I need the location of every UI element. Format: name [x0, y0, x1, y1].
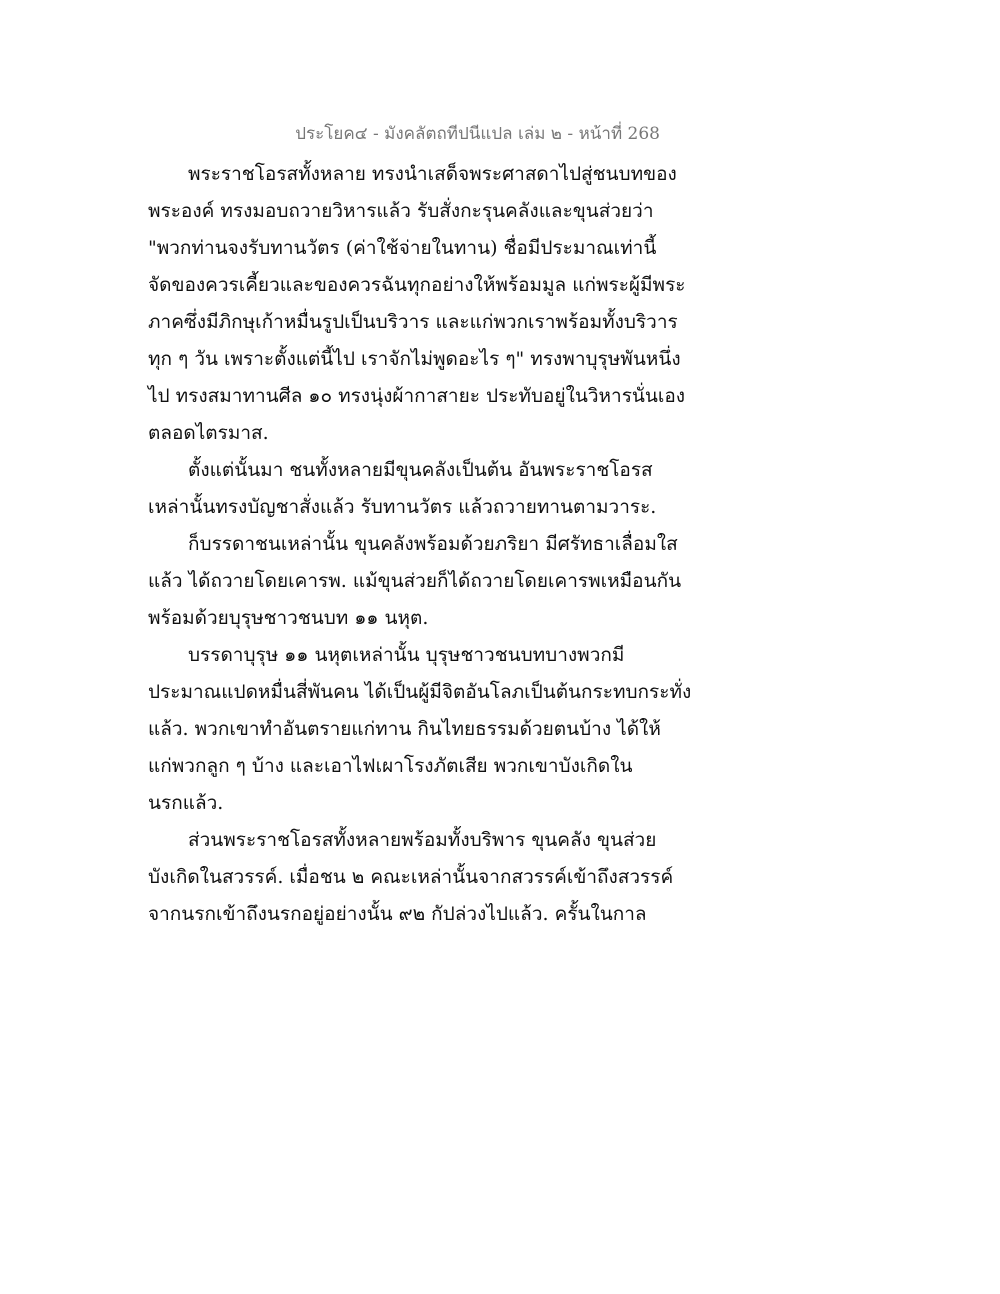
text-line: นรกแล้ว.	[148, 792, 224, 814]
paragraph-3	[148, 526, 748, 637]
text-line: ตลอดไตรมาส.	[148, 422, 269, 444]
text-line: จากนรกเข้าถึงนรกอยู่อย่างนั้น ๙๒ กัปล่วงไปแล้ว. ครั้นในกาล	[148, 903, 647, 925]
text-line: ส่วนพระราชโอรสทั้งหลายพร้อมทั้งบริพาร ขุนคลัง ขุนส่วย	[188, 829, 657, 851]
text-line: ไป ทรงสมาทานศีล ๑๐ ทรงนุ่งผ้ากาสายะ ประทับอยู่ในวิหารนั่นเอง	[148, 385, 686, 407]
paragraph-1	[148, 156, 748, 452]
text-line: เหล่านั้นทรงบัญชาสั่งแล้ว รับทานวัตร แล้วถวายทานตามวาระ.	[148, 496, 657, 518]
text-line: ภาคซึ่งมีภิกษุเก้าหมื่นรูปเป็นบริวาร และแก่พวกเราพร้อมทั้งบริวาร	[148, 311, 678, 333]
text-line: ตั้งแต่นั้นมา ชนทั้งหลายมีขุนคลังเป็นต้น อันพระราชโอรส	[188, 459, 653, 481]
text-line: ประมาณแปดหมื่นสี่พันคน ได้เป็นผู้มีจิตอันโลภเป็นต้นกระทบกระทั่ง	[148, 681, 692, 703]
text-line: บังเกิดในสวรรค์. เมื่อชน ๒ คณะเหล่านั้นจากสวรรค์เข้าถึงสวรรค์	[148, 866, 674, 888]
paragraph-4	[148, 637, 748, 822]
text-line: ทุก ๆ วัน เพราะตั้งแต่นี้ไป เราจักไม่พูดอะไร ๆ" ทรงพาบุรุษพันหนึ่ง	[148, 348, 681, 370]
body-text	[148, 156, 748, 933]
running-head: ประโยค๔ - มังคลัตถทีปนีแปล เล่ม ๒ - หน้าที่ 268	[295, 124, 660, 144]
text-line: พระองค์ ทรงมอบถวายวิหารแล้ว รับสั่งกะรุนคลังและขุนส่วยว่า	[148, 200, 654, 222]
text-line: จัดของควรเคี้ยวและของควรฉันทุกอย่างให้พร้อมมูล แก่พระผู้มีพระ	[148, 274, 686, 296]
text-line: บรรดาบุรุษ ๑๑ นหุตเหล่านั้น บุรุษชาวชนบทบางพวกมี	[188, 644, 625, 666]
text-line: แล้ว ได้ถวายโดยเคารพ. แม้ขุนส่วยก็ได้ถวายโดยเคารพเหมือนกัน	[148, 570, 682, 592]
text-line: แล้ว. พวกเขาทำอันตรายแก่ทาน กินไทยธรรมด้วยตนบ้าง ได้ให้	[148, 718, 661, 740]
paragraph-5	[148, 822, 748, 933]
paragraph-2	[148, 452, 748, 526]
text-line: พร้อมด้วยบุรุษชาวชนบท ๑๑ นหุต.	[148, 607, 429, 629]
text-line: พระราชโอรสทั้งหลาย ทรงนำเสด็จพระศาสดาไปสู่ชนบทของ	[188, 163, 677, 185]
text-line: "พวกท่านจงรับทานวัตร (ค่าใช้จ่ายในทาน) ชื่อมีประมาณเท่านี้	[148, 237, 657, 259]
text-line: แก่พวกลูก ๆ บ้าง และเอาไฟเผาโรงภัตเสีย พวกเขาบังเกิดใน	[148, 755, 633, 777]
text-line: ก็บรรดาชนเหล่านั้น ขุนคลังพร้อมด้วยภริยา มีศรัทธาเลื่อมใส	[188, 533, 678, 555]
